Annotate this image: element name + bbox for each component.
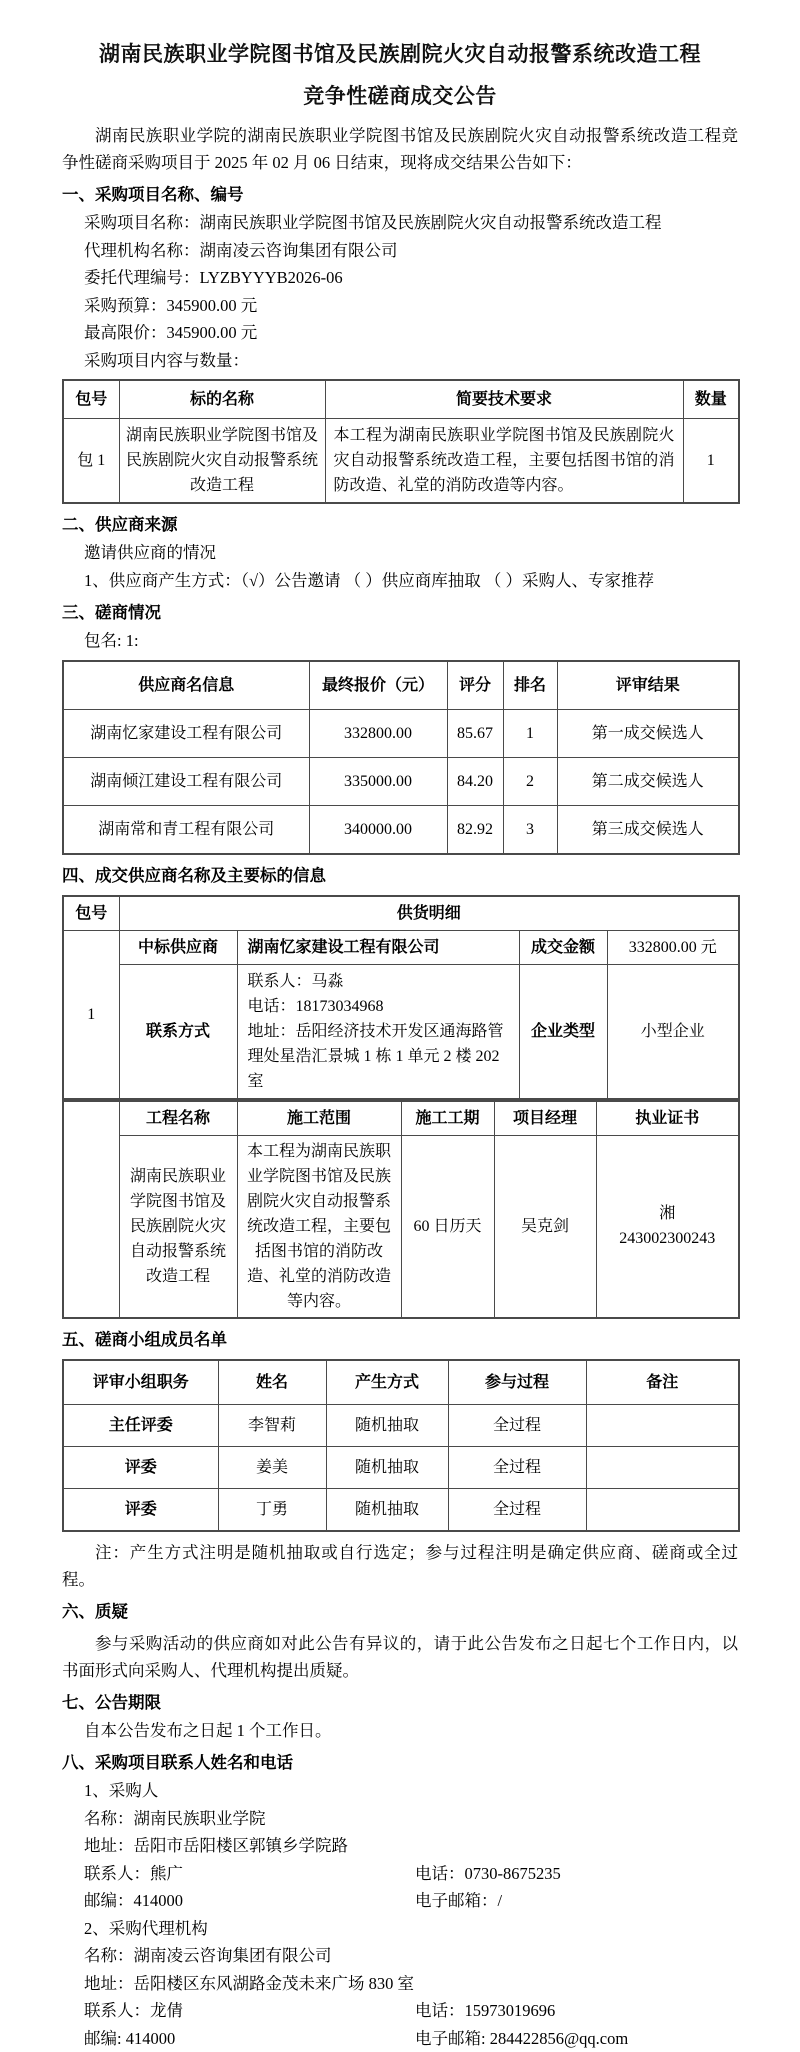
table-header-cell: 工程名称 — [119, 1100, 237, 1135]
contact-person-line: 联系人：马淼 — [248, 969, 513, 994]
table-cell: 全过程 — [448, 1488, 586, 1531]
objection-paragraph: 参与采购活动的供应商如对此公告有异议的，请于此公告发布之日起七个工作日内，以书面形式向采购人、代理机构提出质疑。 — [62, 1630, 738, 1684]
table-header-cell: 供货明细 — [119, 896, 739, 931]
table-header-cell: 排名 — [503, 661, 557, 710]
buyer-name-line: 名称：湖南民族职业学院 — [62, 1805, 738, 1833]
table-header-row — [63, 896, 739, 931]
buyer-contact-line: 联系人：熊广 — [84, 1860, 415, 1888]
table-header-cell: 包号 — [63, 380, 119, 419]
section-3-heading: 三、磋商情况 — [62, 599, 738, 627]
table-cell: 姜美 — [218, 1446, 326, 1488]
package-no-spacer-cell — [63, 1100, 119, 1318]
project-manager-cell: 吴克剑 — [494, 1135, 596, 1318]
table-header-row — [63, 661, 739, 710]
table-header-cell: 数量 — [683, 380, 739, 419]
table-header-cell: 施工工期 — [401, 1100, 494, 1135]
project-duration-cell: 60 日历天 — [401, 1135, 494, 1318]
agency-contact-line: 联系人：龙倩 — [84, 1997, 415, 2025]
procurement-content-table — [62, 379, 740, 504]
agency-phone-line: 电话：15973019696 — [415, 1997, 738, 2025]
table-row — [63, 930, 739, 964]
buyer-zip-row — [62, 1887, 738, 1915]
table-row — [63, 419, 739, 504]
table-cell: 第一成交候选人 — [557, 709, 739, 757]
project-cert-cell — [596, 1135, 739, 1318]
table-row — [63, 709, 739, 757]
table-header-cell: 评审结果 — [557, 661, 739, 710]
agency-label: 2、采购代理机构 — [62, 1915, 738, 1943]
table-header-cell: 评审小组职务 — [63, 1360, 218, 1405]
winner-info-table — [62, 895, 740, 1099]
announcement-period-line: 自本公告发布之日起 1 个工作日。 — [62, 1717, 738, 1745]
table-cell: 湖南忆家建设工程有限公司 — [63, 709, 309, 757]
package-label: 包名: 1: — [62, 627, 738, 655]
contact-address-line: 地址：岳阳经济技术开发区通海路管理处星浩汇景城 1 栋 1 单元 2 楼 202 室 — [248, 1019, 513, 1094]
table-cell: 332800.00 — [309, 709, 447, 757]
panel-member-table — [62, 1359, 740, 1532]
agency-address-line: 地址：岳阳楼区东风湖路金茂未来广场 830 室 — [62, 1970, 738, 1998]
table-header-cell: 简要技术要求 — [325, 380, 683, 419]
table-cell: 第三成交候选人 — [557, 805, 739, 854]
table-cell: 1 — [683, 419, 739, 504]
amount-label-cell: 成交金额 — [519, 930, 607, 964]
cert-number-line: 243002300243 — [603, 1226, 733, 1251]
enterprise-label-cell: 企业类型 — [519, 964, 607, 1098]
negotiation-result-table — [62, 660, 740, 855]
section-8-heading: 八、采购项目联系人姓名和电话 — [62, 1749, 738, 1777]
contact-label-cell: 联系方式 — [119, 964, 237, 1098]
table-header-cell: 产生方式 — [326, 1360, 448, 1405]
table-header-cell: 最终报价（元） — [309, 661, 447, 710]
table-cell: 主任评委 — [63, 1404, 218, 1446]
section-1-heading: 一、采购项目名称、编号 — [62, 181, 738, 209]
agency-email-line: 电子邮箱: 284422856@qq.com — [415, 2025, 738, 2052]
table-cell: 第二成交候选人 — [557, 757, 739, 805]
table-row — [63, 757, 739, 805]
table-header-row — [63, 1100, 739, 1135]
table-cell: 2 — [503, 757, 557, 805]
panel-note-paragraph: 注：产生方式注明是随机抽取或自行选定；参与过程注明是确定供应商、磋商或全过程。 — [62, 1539, 738, 1593]
agency-name-line: 名称：湖南凌云咨询集团有限公司 — [62, 1942, 738, 1970]
section-5-heading: 五、磋商小组成员名单 — [62, 1326, 738, 1354]
table-cell: 1 — [503, 709, 557, 757]
buyer-label: 1、采购人 — [62, 1777, 738, 1805]
content-quantity-line: 采购项目内容与数量： — [62, 347, 738, 375]
table-header-cell: 项目经理 — [494, 1100, 596, 1135]
table-header-row — [63, 1360, 739, 1405]
agency-zip-line: 邮编: 414000 — [84, 2025, 415, 2052]
table-cell: 340000.00 — [309, 805, 447, 854]
table-header-cell: 施工范围 — [237, 1100, 401, 1135]
table-header-cell: 执业证书 — [596, 1100, 739, 1135]
contact-phone-line: 电话：18173034968 — [248, 994, 513, 1019]
table-cell: 湖南常和青工程有限公司 — [63, 805, 309, 854]
table-row — [63, 1446, 739, 1488]
buyer-address-line: 地址：岳阳市岳阳楼区郭镇乡学院路 — [62, 1832, 738, 1860]
table-cell: 85.67 — [447, 709, 503, 757]
table-cell: 评委 — [63, 1488, 218, 1531]
table-cell: 84.20 — [447, 757, 503, 805]
table-header-cell: 评分 — [447, 661, 503, 710]
table-header-cell: 标的名称 — [119, 380, 325, 419]
cert-province-line: 湘 — [603, 1201, 733, 1226]
table-cell: 全过程 — [448, 1404, 586, 1446]
amount-value-cell: 332800.00 元 — [607, 930, 739, 964]
table-cell: 评委 — [63, 1446, 218, 1488]
buyer-phone-line: 电话：0730-8675235 — [415, 1860, 738, 1888]
agency-zip-row — [62, 2025, 738, 2052]
package-no-cell: 1 — [63, 930, 119, 1098]
table-cell: 李智莉 — [218, 1404, 326, 1446]
table-cell: 本工程为湖南民族职业学院图书馆及民族剧院火灾自动报警系统改造工程，主要包括图书馆的消防改造、礼堂的消防改造等内容。 — [325, 419, 683, 504]
table-row — [63, 1404, 739, 1446]
table-row — [63, 1135, 739, 1318]
table-header-cell: 备注 — [586, 1360, 739, 1405]
table-cell: 随机抽取 — [326, 1404, 448, 1446]
enterprise-value-cell: 小型企业 — [607, 964, 739, 1098]
max-price-line: 最高限价：345900.00 元 — [62, 319, 738, 347]
table-cell: 全过程 — [448, 1446, 586, 1488]
table-row — [63, 805, 739, 854]
table-header-cell: 姓名 — [218, 1360, 326, 1405]
buyer-email-line: 电子邮箱：/ — [415, 1887, 738, 1915]
buyer-zip-line: 邮编：414000 — [84, 1887, 415, 1915]
section-7-heading: 七、公告期限 — [62, 1689, 738, 1717]
table-cell — [586, 1446, 739, 1488]
table-cell — [586, 1404, 739, 1446]
intro-paragraph: 湖南民族职业学院的湖南民族职业学院图书馆及民族剧院火灾自动报警系统改造工程竞争性磋商采购项目于 2025 年 02 月 06 日结束，现将成交结果公告如下： — [62, 122, 738, 176]
table-header-cell: 包号 — [63, 896, 119, 931]
table-header-cell: 供应商名信息 — [63, 661, 309, 710]
budget-line: 采购预算：345900.00 元 — [62, 292, 738, 320]
table-cell: 随机抽取 — [326, 1488, 448, 1531]
section-6-heading: 六、质疑 — [62, 1598, 738, 1626]
table-cell: 湖南民族职业学院图书馆及民族剧院火灾自动报警系统改造工程 — [119, 419, 325, 504]
table-row — [63, 1488, 739, 1531]
contact-info-cell — [237, 964, 519, 1098]
table-cell: 随机抽取 — [326, 1446, 448, 1488]
table-cell: 包 1 — [63, 419, 119, 504]
project-name-line: 采购项目名称：湖南民族职业学院图书馆及民族剧院火灾自动报警系统改造工程 — [62, 209, 738, 237]
table-header-cell: 参与过程 — [448, 1360, 586, 1405]
doc-title-line1: 湖南民族职业学院图书馆及民族剧院火灾自动报警系统改造工程 — [62, 34, 738, 76]
table-header-row — [63, 380, 739, 419]
agency-contact-row — [62, 1997, 738, 2025]
invite-supplier-line: 邀请供应商的情况 — [62, 539, 738, 567]
project-scope-cell: 本工程为湖南民族职业学院图书馆及民族剧院火灾自动报警系统改造工程，主要包括图书馆的消防改造、礼堂的消防改造等内容。 — [237, 1135, 401, 1318]
table-cell: 3 — [503, 805, 557, 854]
section-2-heading: 二、供应商来源 — [62, 511, 738, 539]
doc-title-line2: 竞争性磋商成交公告 — [62, 76, 738, 118]
table-cell: 82.92 — [447, 805, 503, 854]
table-cell: 丁勇 — [218, 1488, 326, 1531]
supplier-source-line: 1、供应商产生方式：（√）公告邀请 （ ）供应商库抽取 （ ）采购人、专家推荐 — [62, 567, 738, 595]
section-4-heading: 四、成交供应商名称及主要标的信息 — [62, 862, 738, 890]
winner-name-cell: 湖南忆家建设工程有限公司 — [237, 930, 519, 964]
winner-label-cell: 中标供应商 — [119, 930, 237, 964]
table-cell — [586, 1488, 739, 1531]
table-row — [63, 964, 739, 1098]
project-detail-table — [62, 1099, 740, 1319]
agency-ref-line: 委托代理编号：LYZBYYYB2026-06 — [62, 264, 738, 292]
agency-name-line: 代理机构名称：湖南凌云咨询集团有限公司 — [62, 237, 738, 265]
buyer-contact-row — [62, 1860, 738, 1888]
table-cell: 335000.00 — [309, 757, 447, 805]
project-name-cell: 湖南民族职业学院图书馆及民族剧院火灾自动报警系统改造工程 — [119, 1135, 237, 1318]
table-cell: 湖南倾江建设工程有限公司 — [63, 757, 309, 805]
